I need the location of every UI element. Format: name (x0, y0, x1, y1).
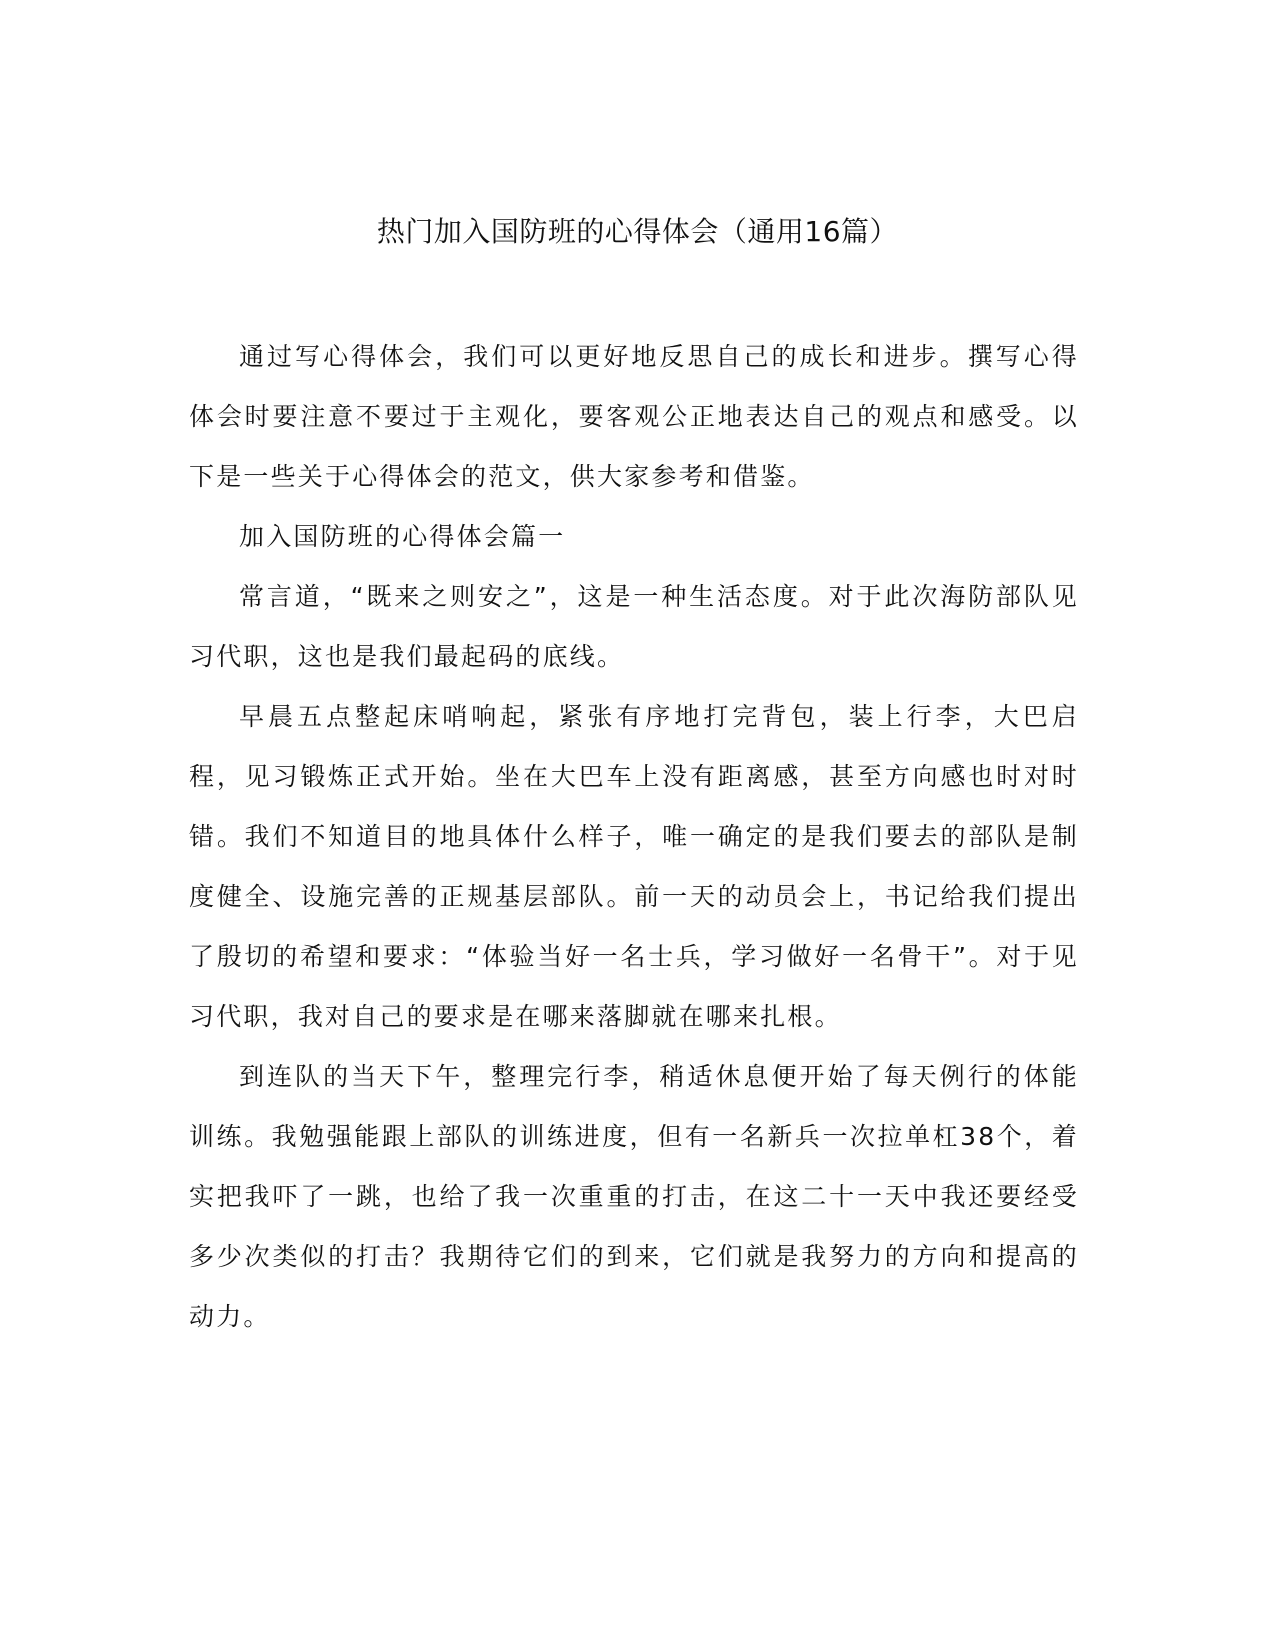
document-body (189, 327, 1079, 1347)
document-title: 热门加入国防班的心得体会（通用16篇） (376, 215, 899, 248)
paragraph-intro: 通过写心得体会，我们可以更好地反思自己的成长和进步。撰写心得体会时要注意不要过于主观化，要客观公正地表达自己的观点和感受。以下是一些关于心得体会的范文，供大家参考和借鉴。 (189, 342, 1079, 491)
paragraph: 早晨五点整起床哨响起，紧张有序地打完背包，装上行李，大巴启程，见习锻炼正式开始。坐在大巴车上没有距离感，甚至方向感也时对时错。我们不知道目的地具体什么样子，唯一确定的是我们要去的部队是制度健全、设施完善的正规基层部队。前一天的动员会上，书记给我们提出了殷切的希望和要求：“体验当好一名士兵，学习做好一名骨干”。对于见习代职，我对自己的要求是在哪来落脚就在哪来扎根。 (189, 702, 1079, 1031)
section-heading: 加入国防班的心得体会篇一 (239, 522, 566, 551)
paragraph: 到连队的当天下午，整理完行李，稍适休息便开始了每天例行的体能训练。我勉强能跟上部队的训练进度，但有一名新兵一次拉单杠38个，着实把我吓了一跳，也给了我一次重重的打击，在这二十一天中我还要经受多少次类似的打击？我期待它们的到来，它们就是我努力的方向和提高的动力。 (189, 1062, 1079, 1331)
paragraph: 常言道，“既来之则安之”，这是一种生活态度。对于此次海防部队见习代职，这也是我们最起码的底线。 (189, 582, 1079, 671)
